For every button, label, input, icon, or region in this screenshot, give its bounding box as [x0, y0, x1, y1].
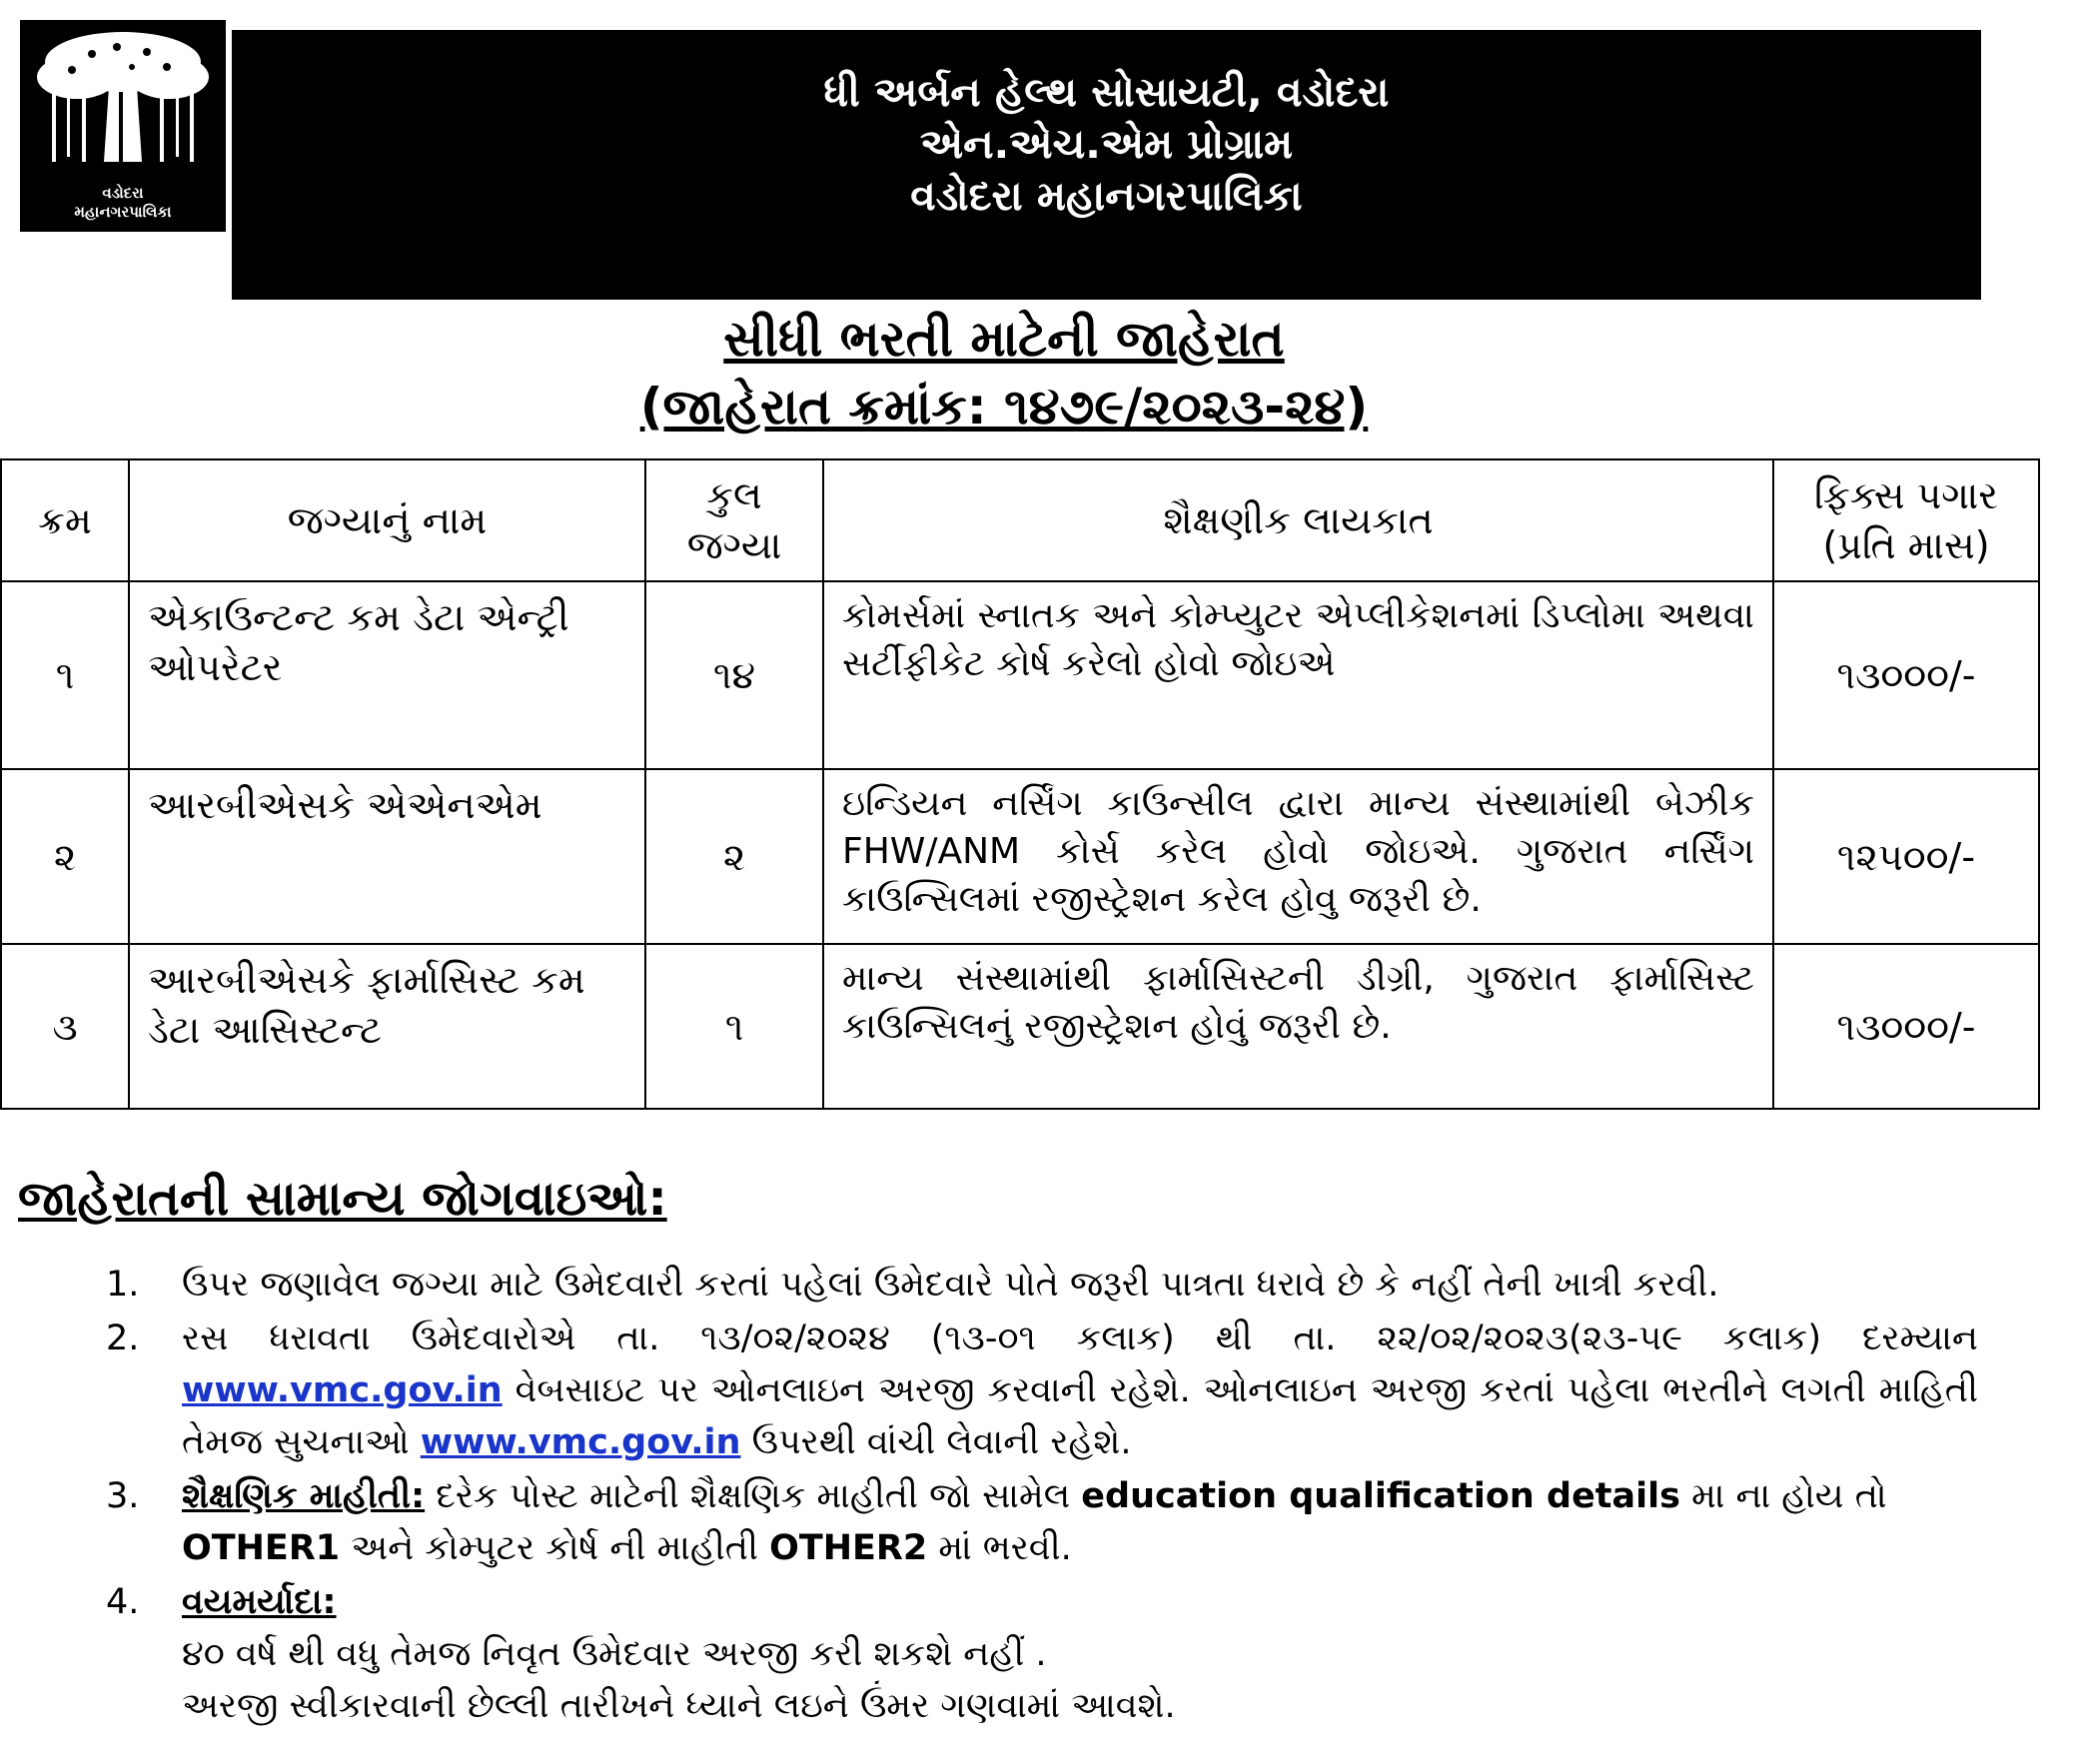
item-line-1: ૪૦ વર્ષ થી વધુ તેમજ નિવૃત ઉમેદવાર અરજી કરી શકશે નહીં . — [182, 1634, 1047, 1674]
row-qualification: ઇન્ડિયન નર્સિંગ કાઉન્સીલ દ્વારા માન્ય સંસ્થામાંથી બેઝીક FHW/ANM કોર્સ કરેલ હોવો જોઇએ. ગુજરાત નર્સિંગ કાઉન્સિલમાં રજીસ્ટ્રેશન કરેલ હોવુ જરૂરી છે. — [823, 769, 1773, 944]
item-text-a: દરેક પોસ્ટ માટેની શૈક્ષણિક માહીતી જો સામેલ — [425, 1476, 1082, 1516]
table-header-row — [1, 459, 2039, 581]
header-total-line2: જગ્યા — [686, 523, 782, 567]
header-total-line1: કુલ — [706, 473, 762, 517]
row-qualification: કોમર્સમાં સ્નાતક અને કોમ્પ્યુટર એપ્લીકેશનમાં ડિપ્લોમા અથવા સર્ટીફીકેટ કોર્ષ કરેલો હોવો જોઇએ — [823, 581, 1773, 769]
item-bold-2: OTHER1 — [182, 1528, 341, 1568]
list-item — [100, 1576, 1978, 1732]
row-kram: ૨ — [1, 769, 129, 944]
item-bold-3: OTHER2 — [769, 1528, 928, 1568]
table-row — [1, 944, 2039, 1109]
item-heading: શૈક્ષણિક માહીતી: — [182, 1476, 426, 1516]
vmc-website-link-2[interactable]: www.vmc.gov.in — [420, 1422, 741, 1462]
item-bold-1: education qualification details — [1081, 1476, 1680, 1516]
item-text-b: મા ના હોય તો — [1679, 1476, 1887, 1516]
provisions-title: જાહેરાતની સામાન્ય જોગવાઇઓ: — [18, 1171, 667, 1227]
item-text-d: માં ભરવી. — [927, 1528, 1072, 1568]
table-row — [1, 581, 2039, 769]
item-text-b: વેબસાઇટ પર ઓનલાઇન અરજી કરવાની રહેશે. ઓનલાઇન અરજી કરતાં પહેલા ભરતીને લગતી માહિતી તેમજ સુચનાઓ — [182, 1370, 1978, 1462]
item-line-2: અરજી સ્વીકારવાની છેલ્લી તારીખને ધ્યાને લઇને ઉંમર ગણવામાં આવશે. — [182, 1686, 1176, 1726]
item-number: 1. — [106, 1265, 140, 1305]
header-line3: વડોદરા મહાનગરપાલિકા — [910, 172, 1303, 220]
logo-text-line1: વડોદરા — [102, 184, 144, 202]
list-item — [100, 1259, 1978, 1311]
item-text: ઉપર જણાવેલ જગ્યા માટે ઉમેદવારી કરતાં પહેલાં ઉમેદવારે પોતે જરૂરી પાત્રતા ધરાવે છે કે નહીં તેની ખાત્રી કરવી. — [182, 1265, 1719, 1305]
advertisement-number: (જાહેરાત ક્રમાંક: ૧૪૭૯/૨૦૨૩-૨૪) — [639, 378, 1369, 436]
logo-text-line2: મહાનગરપાલિકા — [74, 203, 172, 221]
header-line1: ધી અર્બન હેલ્થ સોસાયટી, વડોદરા — [823, 68, 1390, 116]
item-text-a: રસ ધરાવતા ઉમેદવારોએ તા. ૧૩/૦૨/૨૦૨૪ (૧૩-૦૧ કલાક) થી તા. ૨૨/૦૨/૨૦૨૩(૨૩-૫૯ કલાક) દરમ્યાન — [182, 1319, 1978, 1358]
page-title: સીધી ભરતી માટેની જાહેરાત — [723, 310, 1285, 368]
row-total: ૨ — [645, 769, 823, 944]
list-item — [100, 1313, 1978, 1468]
row-qualification: માન્ય સંસ્થામાંથી ફાર્માસિસ્ટની ડીગ્રી, ગુજરાત ફાર્માસિસ્ટ કાઉન્સિલનું રજીસ્ટ્રેશન હોવું જરૂરી છે. — [823, 944, 1773, 1109]
item-text-c: ઉપરથી વાંચી લેવાની રહેશે. — [740, 1422, 1132, 1462]
posts-table — [0, 458, 2040, 1110]
row-post-name: આરબીએસકે એએનએમ — [129, 769, 645, 944]
header-kram: ક્રમ — [1, 459, 129, 581]
row-salary: ૧૩૦૦૦/- — [1773, 581, 2039, 769]
header-post-name: જગ્યાનું નામ — [129, 459, 645, 581]
row-post-name: એકાઉન્ટન્ટ કમ ડેટા એન્ટ્રી ઓપરેટર — [129, 581, 645, 769]
row-kram: ૧ — [1, 581, 129, 769]
row-salary: ૧૨૫૦૦/- — [1773, 769, 2039, 944]
header-salary — [1773, 459, 2039, 581]
provisions-list — [100, 1259, 1978, 1734]
header-total-posts — [645, 459, 823, 581]
item-text-c: અને કોમ્પુટર કોર્ષ ની માહીતી — [340, 1528, 770, 1568]
list-item — [100, 1470, 1978, 1574]
header-salary-line1: ફિક્સ પગાર — [1814, 473, 1998, 517]
row-total: ૧૪ — [645, 581, 823, 769]
row-kram: ૩ — [1, 944, 129, 1109]
item-heading: વયમર્યાદા: — [182, 1582, 337, 1622]
vmc-website-link[interactable]: www.vmc.gov.in — [182, 1370, 503, 1410]
item-number: 4. — [106, 1582, 140, 1622]
vmc-logo — [20, 20, 226, 232]
row-salary: ૧૩૦૦૦/- — [1773, 944, 2039, 1109]
row-total: ૧ — [645, 944, 823, 1109]
banyan-tree-icon — [22, 22, 224, 172]
header-bar — [232, 30, 1981, 300]
header-qualification: શૈક્ષણીક લાયકાત — [823, 459, 1773, 581]
row-post-name: આરબીએસકે ફાર્માસિસ્ટ કમ ડેટા આસિસ્ટન્ટ — [129, 944, 645, 1109]
item-number: 2. — [106, 1319, 140, 1358]
table-row — [1, 769, 2039, 944]
item-number: 3. — [106, 1476, 140, 1516]
header-salary-line2: (પ્રતિ માસ) — [1822, 523, 1990, 567]
header-line2: એન.એચ.એમ પ્રોગ્રામ — [919, 120, 1294, 168]
